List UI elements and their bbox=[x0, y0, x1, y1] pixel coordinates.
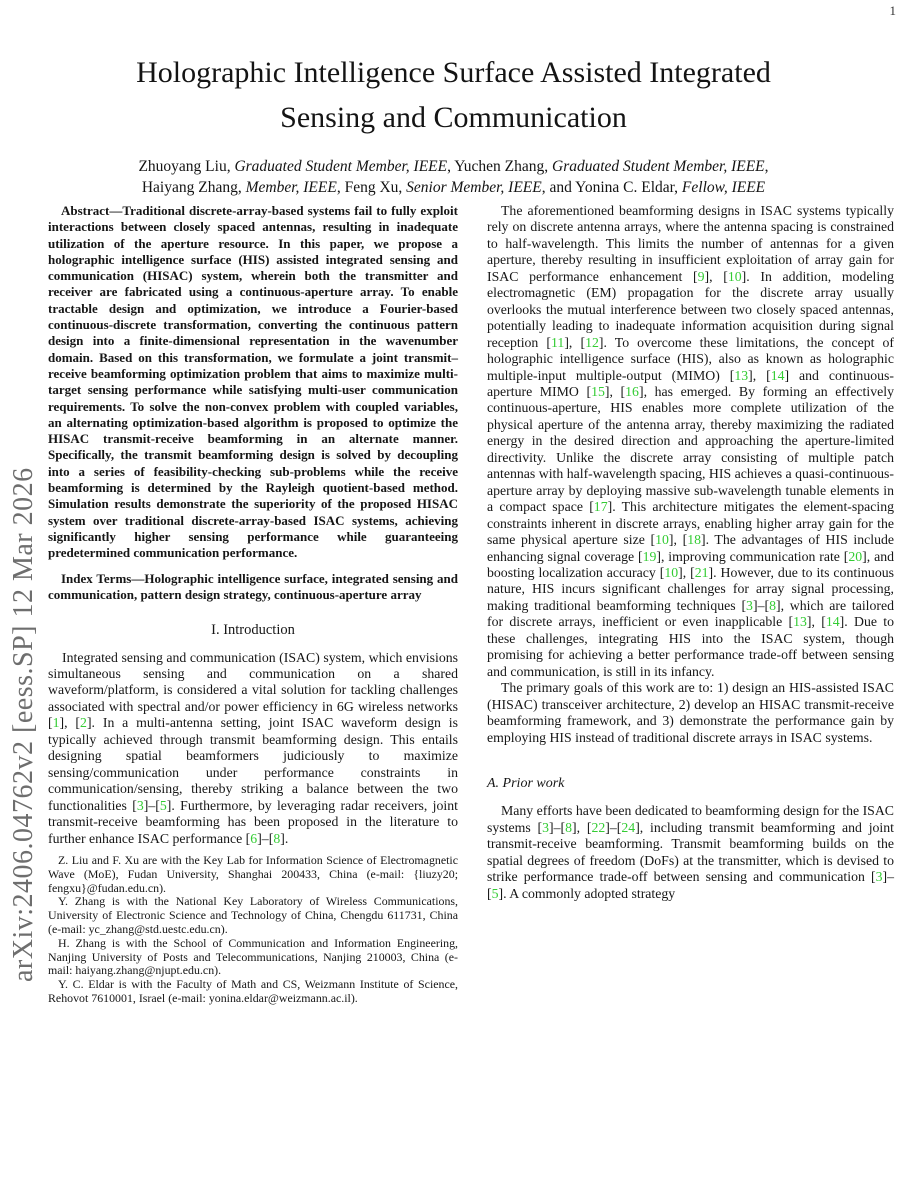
citation-link[interactable]: 11 bbox=[551, 334, 565, 350]
citation-link[interactable]: 16 bbox=[625, 383, 639, 399]
citation-link[interactable]: 9 bbox=[697, 268, 705, 284]
citation-link[interactable]: 5 bbox=[491, 885, 499, 901]
author-list bbox=[0, 156, 907, 198]
citation-link[interactable]: 10 bbox=[727, 268, 742, 284]
author-membership: Graduated Student Member, IEEE bbox=[552, 158, 765, 175]
citation-link[interactable]: 18 bbox=[687, 532, 701, 548]
citation-link[interactable]: 24 bbox=[621, 819, 636, 835]
citation-link[interactable]: 3 bbox=[875, 869, 883, 885]
footnote-1: Z. Liu and F. Xu are with the Key Lab for Information Science of Electromagnetic Wave (MoE), Fudan University, Shanghai 200433, China (e-mail: {liuzy20; fengxu}@fudan.edu.cn). bbox=[48, 853, 458, 895]
citation-link[interactable]: 8 bbox=[273, 830, 281, 846]
citation-link[interactable]: 21 bbox=[694, 564, 709, 580]
citation-link[interactable]: 19 bbox=[642, 548, 657, 564]
citation-link[interactable]: 2 bbox=[80, 715, 87, 731]
prior-work-paragraph: Many efforts have been dedicated to beamforming design for the ISAC systems [3]–[8], [22]–[24], including transmit beamforming and joint transmit-receive beamforming. Transmit beamforming builds on the spatial degrees of freedom (DoFs) at the transmitter, which is devised to strike performance trade-off between sensing and communication [3]–[5]. A commonly adopted strategy bbox=[487, 803, 894, 901]
citation-link[interactable]: 5 bbox=[159, 797, 167, 813]
citation-link[interactable]: 6 bbox=[250, 830, 258, 846]
citation-link[interactable]: 13 bbox=[734, 367, 749, 383]
footnote-block bbox=[48, 854, 458, 1006]
paper-title-line-2: Sensing and Communication bbox=[280, 101, 627, 134]
citation-link[interactable]: 14 bbox=[770, 367, 785, 383]
paper-title-line-1: Holographic Intelligence Surface Assisted Integrated bbox=[136, 56, 771, 89]
citation-link[interactable]: 14 bbox=[825, 614, 840, 630]
citation-link[interactable]: 22 bbox=[591, 819, 606, 835]
citation-link[interactable]: 3 bbox=[136, 797, 144, 813]
index-terms: Index Terms—Holographic intelligence surface, integrated sensing and communication, pattern design strategy, continuous-aperture array bbox=[48, 570, 458, 602]
citation-link[interactable]: 3 bbox=[542, 819, 549, 835]
citation-link[interactable]: 15 bbox=[591, 383, 605, 399]
footnote-4: Y. C. Eldar is with the Faculty of Math and CS, Weizmann Institute of Science, Rehovot 7610001, Israel (e-mail: yonina.eldar@weizmann.ac.il). bbox=[48, 977, 458, 1005]
citation-link[interactable]: 8 bbox=[769, 597, 776, 613]
authors-line-1: Zhuoyang Liu, Graduated Student Member, IEEE, Yuchen Zhang, Graduated Student Member, IEEE, bbox=[138, 158, 769, 175]
footnote-3: H. Zhang is with the School of Communication and Information Engineering, Nanjing University of Posts and Telecommunications, Nanjing 210003, China (e-mail: haiyang.zhang@njupt.edu.cn). bbox=[48, 935, 458, 978]
author-membership: Member, IEEE bbox=[245, 179, 337, 196]
citation-link[interactable]: 12 bbox=[585, 334, 599, 350]
author-membership: Fellow, IEEE bbox=[681, 179, 766, 196]
citation-link[interactable]: 8 bbox=[565, 819, 573, 835]
right-paragraph-1: The aforementioned beamforming designs in ISAC systems typically rely on discrete antenna arrays, where the antenna spacing is constrained to half-wavelength. This limits the number of antennas for a given aperture, thereby resulting in insufficient exploitation of array gain for ISAC performance enhancement [9], [10]. In addition, modeling electromagnetic (EM) propagation for the discrete array usually overlooks the mutual interference between two closely spaced antennas, potentially leading to inadequate information acquisition during signal reception [11], [12]. To overcome these limitations, the concept of holographic intelligence surface (HIS), also as known as holographic multiple-input multiple-output (MIMO) [13], [14] and continuous-aperture MIMO [15], [16], has emerged. By forming an effectively continuous-aperture, HIS enables more complete utilization of the physical aperture of the antenna array, thereby maximizing the radiated energy in the desired direction and approaching the aperture-limited directivity. Unlike the discrete array consisting of multiple patch antennas with half-wavelength spacing, HIS achieves a quasi-continuous-aperture array by deploying massive sub-wavelength tunable elements in a compact space [17]. This architecture mitigates the element-spacing constraints inherent in discrete arrays, enabling higher array gain for the same physical aperture size [10], [18]. The advantages of HIS include enhancing signal coverage [19], improving communication rate [20], and boosting localization accuracy [10], [21]. However, due to its continuous nature, HIS incurs significant challenges for array signal processing, making traditional beamforming techniques [3]–[8], which are tailored for discrete arrays, inefficient or even inapplicable [13], [14]. Due to these challenges, integrating HIS into the ISAC system, though promising for achieving a better performance trade-off between sensing and communication, is still in its infancy. bbox=[487, 203, 895, 679]
abstract-paragraph: Abstract—Traditional discrete-array-based systems fail to fully exploit interactions between closely spaced antennas, resulting in inadequate utilization of the aperture resource. In this paper, we propose a holographic intelligence surface (HIS) assisted integrated sensing and communication (HISAC) system, wherein both the transmitter and receiver are fabricated using a continuous-aperture array. To enable tractable design and optimization, we introduce a Fourier-based continuous-discrete transformation, converting the continuous pattern design into a finite-dimensional representation in the wavenumber domain. Based on this transformation, we formulate a joint transmit–receive beamforming optimization problem that aims to maximize multi-target sensing performance while satisfying multi-user communication requirements. To solve the non-convex problem with coupled variables, an alternating optimization-based algorithm is proposed to optimize the HISAC transmit-receive beamforming in an alternate manner. Specifically, the transmit beamforming design is solved by decoupling into a series of feasibility-checking sub-problems while the receive beamforming is determined by the Rayleigh quotient-based method. Simulation results demonstrate the superiority of the proposed HISAC system over traditional discrete-array-based ISAC systems, achieving significantly higher sensing performance while guaranteeing predetermined communication performance. bbox=[48, 203, 458, 561]
citation-link[interactable]: 13 bbox=[793, 614, 807, 630]
paper-header bbox=[0, 50, 907, 198]
subsection-heading-prior-work: A. Prior work bbox=[487, 775, 565, 791]
right-column bbox=[487, 203, 894, 902]
paper-title bbox=[0, 50, 907, 140]
right-paragraph-2: The primary goals of this work are to: 1) design an HIS-assisted ISAC (HISAC) transceiver architecture, 2) develop an HISAC transmit-receive beamforming framework, and 3) demonstrate the performance gain by employing HIS instead of traditional discrete arrays in ISAC systems. bbox=[487, 680, 894, 745]
section-heading-introduction: I. Introduction bbox=[211, 622, 295, 639]
author-membership: Senior Member, IEEE bbox=[406, 179, 542, 196]
citation-link[interactable]: 1 bbox=[52, 715, 60, 731]
footnote-2: Y. Zhang is with the National Key Laboratory of Wireless Communications, University of Electronic Science and Technology of China, Chengdu 611731, China (e-mail: yc_zhang@std.uestc.edu.cn). bbox=[48, 894, 458, 936]
citation-link[interactable]: 3 bbox=[746, 597, 753, 613]
citation-link[interactable]: 10 bbox=[664, 564, 679, 580]
citation-link[interactable]: 20 bbox=[848, 548, 863, 564]
left-column bbox=[48, 203, 458, 1006]
citation-link[interactable]: 10 bbox=[655, 532, 669, 548]
citation-link[interactable]: 17 bbox=[593, 499, 608, 515]
author-membership: Graduated Student Member, IEEE bbox=[234, 158, 448, 175]
page-number: 1 bbox=[889, 3, 896, 18]
intro-paragraph: Integrated sensing and communication (ISAC) system, which envisions simultaneous sensing and communication on a shared waveform/platform, is considered a vital solution for tackling challenges associated with spectral and/or power efficiency in 6G wireless networks [1], [2]. In a multi-antenna setting, joint ISAC waveform design is typically achieved through transmit beamforming design. This entails designing spatial beamformers judiciously to maximize sensing/communication under performance constraints in communication/sensing, thereby striking a balance between the two functionalities [3]–[5]. Furthermore, by leveraging radar receivers, joint transmit-receive beamforming has been proposed in the literature to further enhance ISAC performance [6]–[8]. bbox=[48, 649, 458, 846]
authors-line-2: Haiyang Zhang, Member, IEEE, Feng Xu, Senior Member, IEEE, and Yonina C. Eldar, Fellow, IEEE bbox=[141, 179, 766, 196]
arxiv-watermark: arXiv:2406.04762v2 [eess.SP] 12 Mar 2026 bbox=[8, 467, 39, 982]
